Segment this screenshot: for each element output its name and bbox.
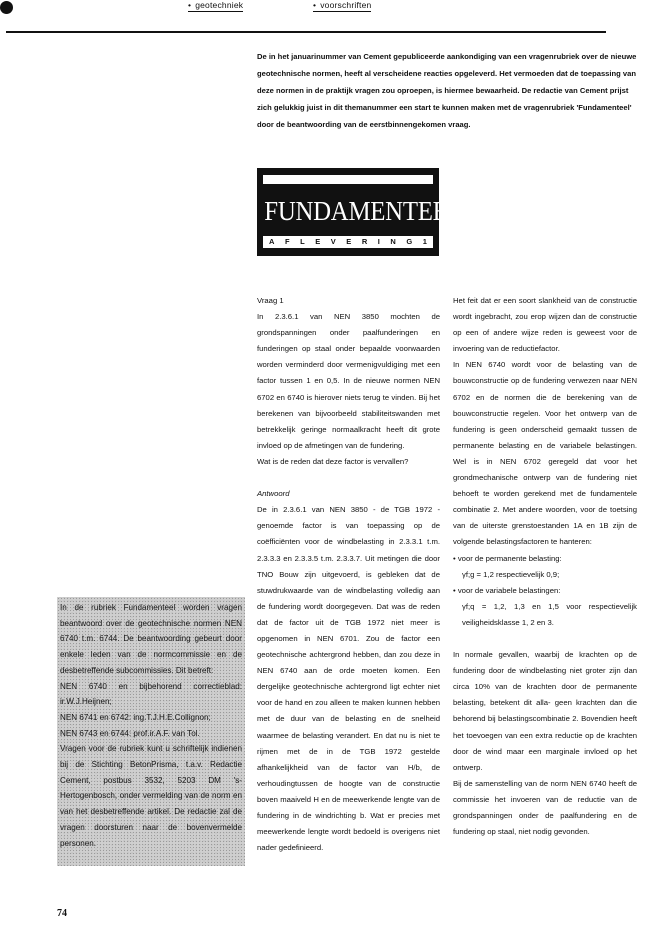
- question-heading: Vraag 1: [257, 296, 284, 305]
- formula: γf;g = 1,2 respectievelijk 0,9;: [462, 569, 560, 579]
- intro-paragraph: De in het januarinummer van Cement gepubliceerde aankondiging van een vragenrubriek over de nieuwe geotechnische normen, heeft al verscheidene reacties opgeleverd. Het vermoeden dat de toepassing van deze normen in de praktijk vragen zou oproepen, is hiermee bewaarheid. De redactie van Cement prijst zich gelukkig juist in dit themanummer een start te kunnen maken met de vragenrubriek 'Fundamenteel' door de beantwoording van de eerstbinnengekomen vraag.: [257, 52, 637, 129]
- answer-heading: Antwoord: [257, 489, 290, 499]
- formula: γf;q = 1,2, 1,3 en 1,5 voor respectievelijk veiligheidsklasse 1, 2 en 3.: [462, 601, 637, 627]
- sidebar-paragraph: NEN 6741 en 6742: ing.T.J.H.E.Collignon;: [60, 712, 211, 722]
- header-tag-label: voorschriften: [320, 0, 372, 10]
- sidebar-paragraph: NEN 6743 en 6744: prof.ir.A.F. van Tol.: [60, 728, 200, 738]
- info-sidebar: [57, 597, 245, 866]
- paragraph: Het feit dat er een soort slankheid van de constructie wordt ingebracht, zou erop wijzen dan de constructie op een of andere wijze reden is geweest voor de invoering van de reductiefactor.: [453, 296, 637, 354]
- answer-text: De in 2.3.6.1 van NEN 3850 - de TGB 1972 - genoemde factor is van toepassing op de coëfficiënten voor de windbelasting in 2.3.3.1 t.m. 2.3.3.3 en 2.3.3.5 t.m. 2.3.3.7. Uit metingen die door TNO Bouw zijn uitgevoerd, is gebleken dat de stuwdrukwaarde van de windbelasting volledig aan de fundering wordt doorgegeven. Dat was de reden dat de factor uit de TGB 1972 niet meer is opgenomen in NEN 6701. Zou de factor een geotechnische achtergrond hebben, dan zou deze in NEN 6740 aan de orde moeten komen. Een dergelijke geotechnische achtergrond ligt echter niet voor de hand en zou alleen te maken kunnen hebben met de duur van de belasting en de snelheid waarmee de belasting verandert. En dat nu is niet te rijmen met de in de TGB 1972 gestelde afhankelijkheid van de factor van H/b, de verhoudingtussen de hoogte van de constructie boven maaiveld H en de meewerkende lengte van de fundering in de windrichting b. Wat er precies met meewerkende lengte wordt bedoeld is overigens niet nader gedefinieerd.: [257, 505, 440, 853]
- column-right: [453, 293, 637, 840]
- sidebar-paragraph: NEN 6740 en bijbehorend correctieblad: ir.W.J.Heijnen;: [60, 681, 242, 707]
- logo-title: FUNDAMENTEEL: [264, 196, 463, 226]
- tag-bullet-icon: •: [313, 0, 317, 10]
- question-ask: Wat is de reden dat deze factor is vervallen?: [257, 456, 409, 466]
- paragraph: In NEN 6740 wordt voor de belasting van de bouwconstructie op de fundering verwezen naar NEN 6702 en de normen die de berekening van de bouwconstructie regelen. Voor het ontwerp van de fundering is geen onderscheid gemaakt tussen de permanente belasting en de variabele belastingen. Wel is in NEN 6702 geregeld dat voor het grondmechanische ontwerp van de fundering niet behoeft te worden gerekend met de fundamentele combinatie 2. Met andere woorden, voor de toetsing van de uiterste grenstoestanden 1A en 1B zijn de volgende belastingsfactoren te hanteren:: [453, 360, 637, 547]
- question-text: In 2.3.6.1 van NEN 3850 mochten de grondspanningen onder paalfunderingen en funderingen op staal onder bepaalde voorwaarden worden verminderd door vermenigvuldiging met een factor tussen 1 en 0,5. In de nieuwe normen NEN 6702 en 6740 is hierover niets terug te vinden. Bij het berekenen van bijvoorbeeld stabiliteitswanden met betrekkelijk geringe normaalkracht heeft dit grote invloed op de afmetingen van de fundering.: [257, 312, 440, 450]
- sidebar-paragraph: In de rubriek Fundamenteel worden vragen beantwoord over de geotechnische normen NEN 6740 t.m. 6744. De beantwoording gebeurt door enkele leden van de normcommissie en de desbetreffende subcommissies. Dit betreft:: [60, 603, 242, 675]
- tag-bullet-icon: •: [188, 0, 192, 10]
- header-bullet-icon: [0, 1, 13, 14]
- header-rule: [6, 31, 606, 33]
- header-tag-geotechniek: [188, 0, 243, 10]
- paragraph: Bij de samenstelling van de norm NEN 6740 heeft de commissie het invoeren van de reductie van de grondspanningen onder de paalfundering en de fundering op staal, niet nodig gevonden.: [453, 778, 637, 837]
- page-number: 74: [57, 908, 67, 919]
- list-item: • voor de permanente belasting:: [453, 553, 562, 563]
- sidebar-paragraph: Vragen voor de rubriek kunt u schriftelijk indienen bij de Stichting BetonPrisma, t.a.v. Redactie Cement, postbus 3532, 5203 DM 's-Hertogenbosch, onder vermelding van de norm en van het desbetreffende artikel. De redactie zal de vragen doorsturen naar de bovenvermelde personen.: [60, 744, 242, 848]
- fundamenteel-logo: [257, 168, 463, 256]
- header-tag-label: geotechniek: [195, 0, 244, 10]
- logo-subtitle: A F L E V E R I N G 1: [263, 236, 433, 248]
- column-middle: [257, 293, 440, 856]
- header-tag-voorschriften: [313, 0, 371, 10]
- paragraph: In normale gevallen, waarbij de krachten op de fundering door de windbelasting niet groter zijn dan circa 10% van de krachten door de permanente belasting, betekent dit alla- geen krachten dan die behorend bij belastingscombinatie 2. Bovendien heeft het toevoegen van een extra reductie op de krachten door de wind maar een marginale invloed op het ontwerp.: [453, 650, 637, 772]
- list-item: • voor de variabele belastingen:: [453, 585, 561, 595]
